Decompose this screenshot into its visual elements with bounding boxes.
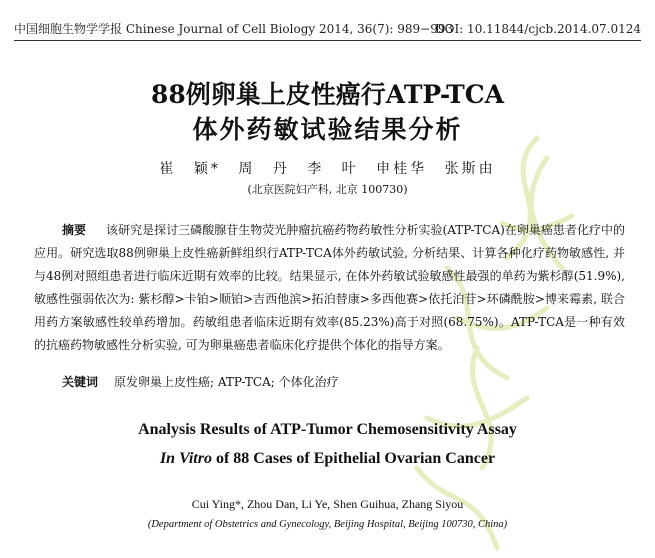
journal-citation: 中国细胞生物学学报 Chinese Journal of Cell Biology 2014, 36(7): 989−993	[14, 22, 454, 36]
abstract-label: 摘要	[62, 223, 87, 237]
header-rule	[14, 40, 641, 41]
abstract-text: 该研究是探讨三磷酸腺苷生物荧光肿瘤抗癌药物药敏性分析实验(ATP-TCA)在卵巢癌患者化疗中的应用。研究选取88例卵巢上皮性癌新鲜组织行ATP-TCA体外药敏试验, 分析结果、计算各种化疗药物敏感性, 并与48例对照组患者进行临床近期有效率的比较。结果显示, 在体外药敏试验敏感性最强的单药为紫杉醇(51.9%), 敏感性强弱依次为: 紫杉醇>卡铂>顺铂>吉西他滨>拓泊替康>多西他赛>依托泊苷>环磷酰胺>博来霉素, 联合用药方案敏感性较单药增加。药敏组患者临床近期有效率(85.23%)高于对照(68.75%)。ATP-TCA是一种有效的抗癌药物敏感性分析实验, 可为卵巢癌患者临床化疗提供个体化的指导方案。	[34, 223, 625, 352]
title-en-line2	[0, 449, 655, 469]
authors-zh: 崔 颖* 周 丹 李 叶 申桂华 张斯由	[159, 161, 496, 177]
keywords-zh	[62, 374, 339, 390]
keywords-text: 原发卵巢上皮性癌; ATP-TCA; 个体化治疗	[114, 375, 339, 389]
title-en-italic: In Vitro	[159, 450, 212, 467]
authors-en: Cui Ying*, Zhou Dan, Li Ye, Shen Guihua, Zhang Siyou	[191, 497, 464, 511]
title-zh-line2: 体外药敏试验结果分析	[192, 115, 463, 144]
title-en-line1: Analysis Results of ATP-Tumor Chemosensitivity Assay	[138, 421, 517, 438]
affiliation-zh: (北京医院妇产科, 北京 100730)	[247, 183, 408, 196]
title-zh-line1: 88例卵巢上皮性癌行ATP-TCA	[151, 80, 504, 109]
keywords-label: 关键词	[62, 375, 99, 389]
abstract-zh	[34, 219, 625, 357]
affiliation-en: (Department of Obstetrics and Gynecology, Beijing Hospital, Beijing 100730, China)	[147, 519, 508, 530]
title-en-rest: of 88 Cases of Epithelial Ovarian Cancer	[211, 450, 496, 467]
doi: DOI: 10.11844/cjcb.2014.07.0124	[435, 22, 641, 36]
